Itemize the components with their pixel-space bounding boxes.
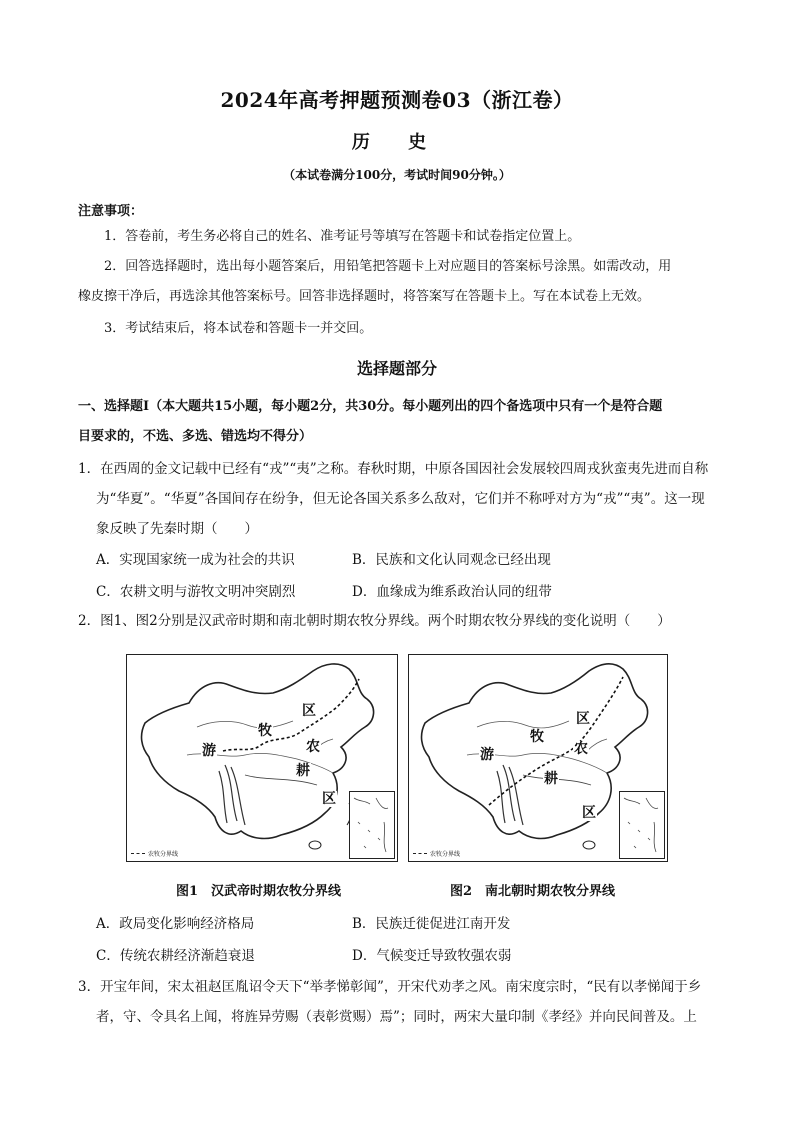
question-2-option-a[interactable]: A．政局变化影响经济格局	[96, 916, 255, 932]
question-3-line-1: 3．开宝年间，宋太祖赵匡胤诏令天下“举孝悌彰闻”，开宋代劝孝之风。南宋度宗时，“民有以孝悌闻于乡	[78, 979, 702, 995]
map-2-label-qu-top: 区	[576, 711, 590, 727]
question-1-option-c[interactable]: C．农耕文明与游牧文明冲突剧烈	[96, 584, 296, 600]
map-2-caption: 图2 南北朝时期农牧分界线	[450, 884, 616, 899]
question-1-line-3: 象反映了先秦时期（ ）	[96, 521, 258, 537]
question-1-option-a[interactable]: A．实现国家统一成为社会的共识	[96, 552, 295, 568]
part-heading	[78, 392, 718, 452]
note-item-2: 2．回答选择题时，选出每小题答案后，用铅笔把答题卡上对应题目的答案标号涂黑。如需改动，用	[104, 259, 672, 274]
map-1-label-mu: 牧	[258, 723, 272, 739]
question-3-line-2: 者，守、令具名上闻，将旌异劳赐（表彰赏赐）焉”；同时，两宋大量印制《孝经》并向民间普及。上	[96, 1009, 697, 1025]
map-1-label-qu-top: 区	[302, 703, 316, 719]
question-2	[78, 606, 718, 636]
note-item-2-cont: 橡皮擦干净后，再选涂其他答案标号。回答非选择题时，将答案写在答题卡上。写在本试卷上无效。	[78, 289, 651, 304]
map-1-inset-south-sea	[349, 791, 395, 859]
question-3	[78, 972, 718, 1032]
map-1-label-you: 游	[202, 743, 216, 759]
question-1-line-1: 1．在西周的金文记载中已经有“戎”“夷”之称。春秋时期，中原各国因社会发展较四周戎狄蛮夷先进而自称	[78, 461, 709, 477]
question-2-line-1: 2．图1、图2分别是汉武帝时期和南北朝时期农牧分界线。两个时期农牧分界线的变化说明（ ）	[78, 613, 671, 629]
question-1-line-2: 为“华夏”。“华夏”各国间存在纷争，但无论各国关系多么敌对，它们并不称呼对方为“戎”“夷”。这一现	[96, 491, 705, 507]
notes-heading: 注意事项：	[78, 204, 144, 219]
exam-info: （本试卷满分100分，考试时间90分钟。）	[283, 168, 511, 182]
note-item-3: 3．考试结束后，将本试卷和答题卡一并交回。	[104, 321, 373, 336]
map-1-label-qu-bottom: 区	[322, 791, 336, 807]
map-2-label-you: 游	[480, 747, 494, 763]
page-title: 2024年高考押题预测卷03（浙江卷）	[220, 88, 574, 112]
map-2-label-mu: 牧	[530, 729, 544, 745]
question-2-option-b[interactable]: B．民族迁徙促进江南开发	[352, 916, 511, 932]
question-1-option-b[interactable]: B．民族和文化认同观念已经出现	[352, 552, 551, 568]
map-1-legend-swatch	[131, 853, 145, 854]
map-2-label-geng: 耕	[544, 771, 558, 787]
map-2-label-nong: 农	[574, 741, 588, 757]
map-1-label-nong: 农	[306, 739, 320, 755]
map-2-legend-text: 农牧分界线	[430, 851, 461, 858]
question-2-option-d[interactable]: D．气候变迁导致牧强农弱	[352, 948, 512, 964]
part-heading-line-2: 目要求的，不选、多选、错选均不得分）	[78, 429, 313, 444]
map-1-label-geng: 耕	[296, 763, 310, 779]
map-2-label-qu-bottom: 区	[582, 805, 596, 821]
question-2-option-c[interactable]: C．传统农耕经济渐趋衰退	[96, 948, 255, 964]
map-1-inset-svg	[350, 792, 394, 858]
subject-title: 历 史	[351, 132, 443, 153]
map-2-inset-svg	[620, 792, 664, 858]
map-figure-1	[126, 654, 398, 862]
map-figure-2	[408, 654, 668, 862]
note-item-1: 1．答卷前，考生务必将自己的姓名、准考证号等填写在答题卡和试卷指定位置上。	[104, 229, 581, 244]
question-1-option-d[interactable]: D．血缘成为维系政治认同的纽带	[352, 584, 552, 600]
part-heading-line-1: 一、选择题Ⅰ（本大题共15小题，每小题2分，共30分。每小题列出的四个备选项中只有一个是符合题	[78, 399, 663, 414]
map-2-inset-south-sea	[619, 791, 665, 859]
map-1-legend-text: 农牧分界线	[148, 851, 179, 858]
question-1	[78, 454, 718, 544]
map-1-caption: 图1 汉武帝时期农牧分界线	[176, 884, 342, 899]
map-1-legend	[131, 849, 178, 858]
section-title: 选择题部分	[356, 359, 437, 378]
map-2-legend	[413, 849, 460, 858]
map-2-legend-swatch	[413, 853, 427, 854]
